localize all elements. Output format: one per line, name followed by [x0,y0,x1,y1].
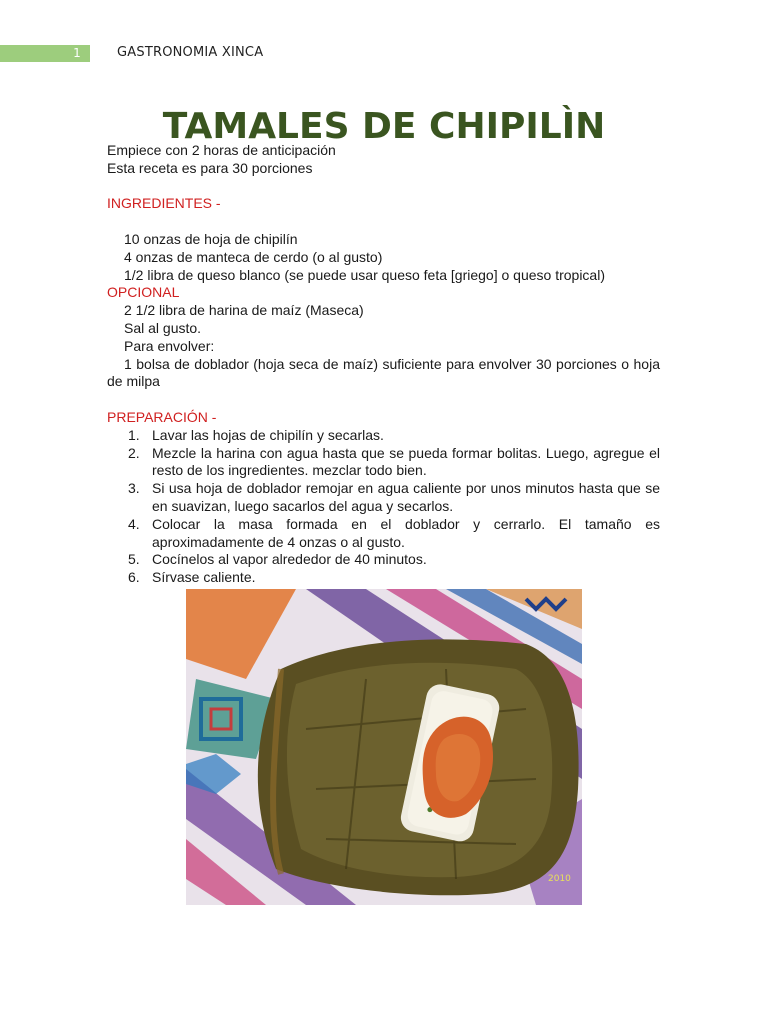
step-number: 1. [128,426,140,443]
optional-item: 1 bolsa de doblador (hoja seca de maíz) suficiente para envolver 30 porciones o hoja de milpa [107,355,660,390]
ingredients-heading: INGREDIENTES - [107,195,221,212]
ingredient-item: 4 onzas de manteca de cerdo (o al gusto) [124,248,383,265]
step-text: Mezcle la harina con agua hasta que se pueda formar bolitas. Luego, agregue el resto de los ingredientes. mezclar todo bien. [152,444,660,479]
intro-servings: Esta receta es para 30 porciones [107,159,313,176]
photo-date-stamp: 2010 [548,874,571,884]
step-number: 6. [128,569,140,586]
document-header-title: GASTRONOMIA XINCA [117,45,264,60]
step-text: Sírvase caliente. [152,569,256,586]
step-number: 4. [128,515,140,532]
preparation-steps [107,427,660,587]
recipe-body [107,142,660,587]
tamal-photo [186,589,582,905]
step-number: 5. [128,551,140,568]
step-item [107,427,660,445]
page-number: 1 [73,46,81,60]
optional-item: 2 1/2 libra de harina de maíz (Maseca) [124,302,364,319]
intro-time: Empiece con 2 horas de anticipación [107,142,336,158]
step-item [107,516,660,552]
step-item [107,480,660,516]
step-item [107,551,660,569]
preparation-heading: PREPARACIÓN - [107,408,217,425]
step-item [107,445,660,481]
optional-item: Para envolver: [124,337,215,354]
step-text: Colocar la masa formada en el doblador y cerrarlo. El tamaño es aproximadamente de 4 onzas o al gusto. [152,515,660,550]
optional-heading: OPCIONAL [107,284,180,301]
step-text: Cocínelos al vapor alrededor de 40 minutos. [152,551,427,568]
step-number: 3. [128,480,140,497]
step-number: 2. [128,444,140,461]
step-item [107,569,660,587]
optional-item: Sal al gusto. [124,319,202,336]
ingredient-item: 10 onzas de hoja de chipilín [124,230,298,247]
step-text: Lavar las hojas de chipilín y secarlas. [152,426,384,443]
ingredient-item: 1/2 libra de queso blanco (se puede usar queso feta [griego] o queso tropical) [124,266,605,283]
step-text: Si usa hoja de doblador remojar en agua caliente por unos minutos hasta que se en suavizan, luego sacarlos del agua y secarlos. [152,480,660,514]
recipe-title: TAMALES DE CHIPILÌN [162,106,606,148]
